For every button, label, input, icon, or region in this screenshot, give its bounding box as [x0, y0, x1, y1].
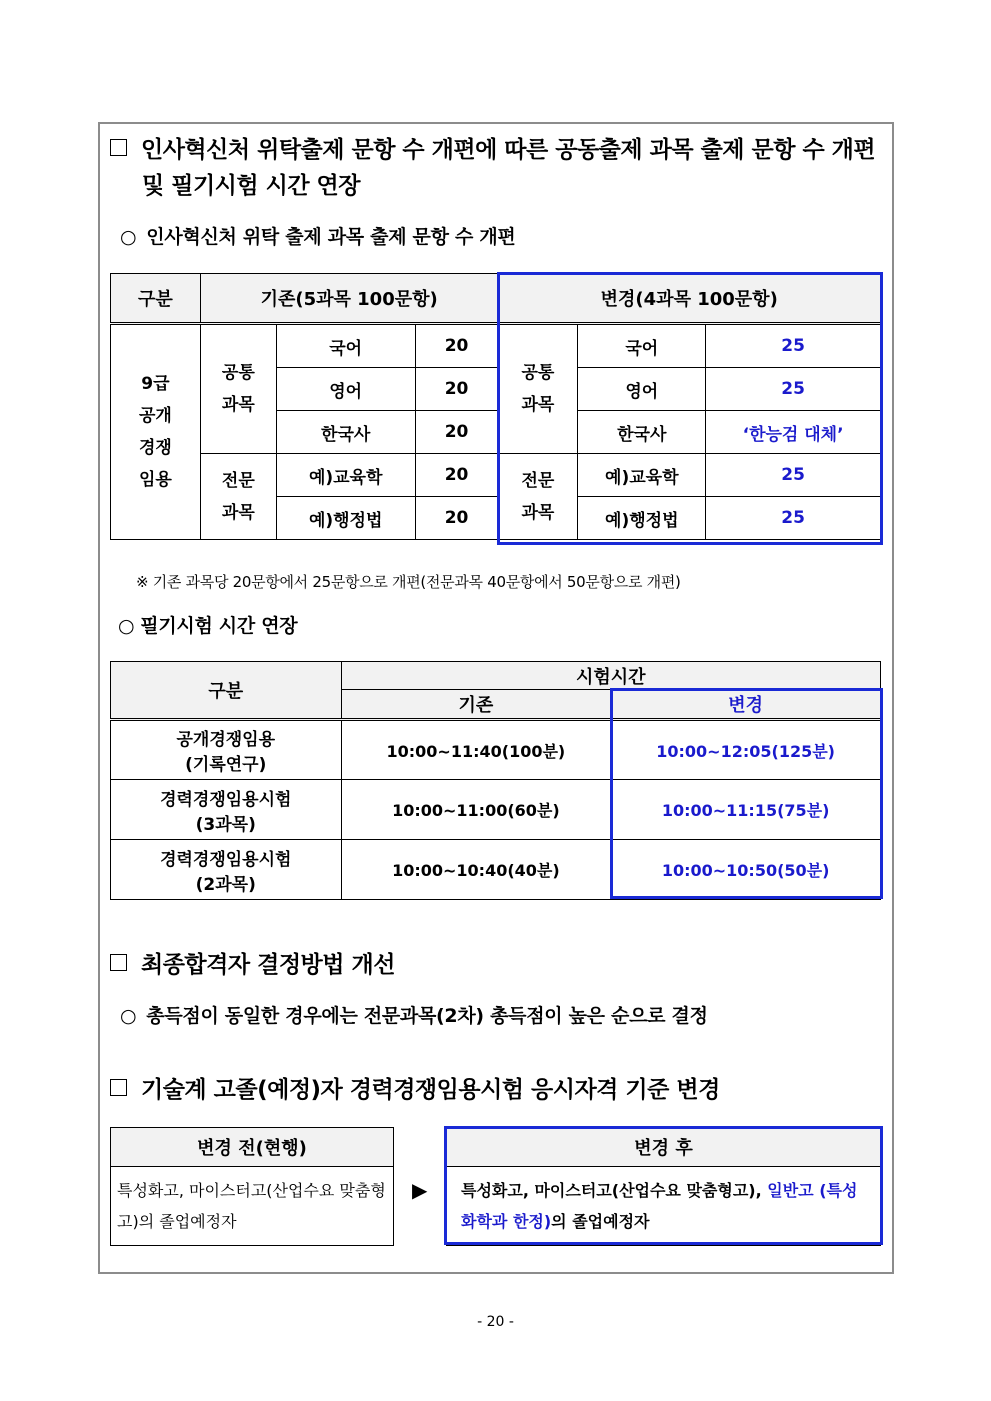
t2-before: 10:00~10:40(40분)	[341, 840, 611, 900]
circle-bullet-icon: ○	[120, 226, 137, 248]
t1-after-value: 25	[706, 324, 881, 368]
t2-before: 10:00~11:00(60분)	[341, 780, 611, 840]
t1-after-value: 25	[706, 454, 881, 497]
after-highlight-box	[444, 1126, 883, 1245]
after-title: 변경 후	[447, 1128, 881, 1167]
t1-before-value: 20	[415, 368, 498, 411]
t2-after: 10:00~12:05(125분)	[611, 720, 881, 780]
t1-subject-after: 예)교육학	[578, 454, 706, 497]
checkbox-square-icon	[110, 954, 127, 971]
t1-subject-after: 예)행정법	[578, 497, 706, 540]
t2-category	[111, 720, 342, 780]
t2-header-category: 구분	[111, 662, 342, 720]
arrow-right-icon: ▶	[412, 1178, 428, 1202]
t1-highlight-box	[497, 272, 883, 545]
section3-heading	[110, 1073, 720, 1107]
t1-common-after: 공통 과목	[498, 324, 578, 454]
section2-heading-text: 최종합격자 결정방법 개선	[141, 952, 395, 978]
section1-sub2	[118, 611, 297, 638]
section1-heading-line1: 인사혁신처 위탁출제 문항 수 개편에 따른 공동출제 과목 출제 문항 수 개편	[141, 137, 876, 163]
t1-subject: 예)행정법	[276, 497, 415, 540]
section2-sub	[120, 1001, 708, 1028]
t1-major-before: 전문 과목	[200, 454, 276, 540]
t2-header-after: 변경	[611, 690, 881, 720]
t2-before: 10:00~11:40(100분)	[341, 720, 611, 780]
t1-after-value: 25	[706, 368, 881, 411]
t2-category-line1: 경력경쟁임용시험	[160, 849, 292, 870]
t1-before-value: 20	[415, 454, 498, 497]
t1-row-group: 9급 공개 경쟁 임용	[111, 324, 201, 540]
t2-category	[111, 780, 342, 840]
checkbox-square-icon	[110, 1079, 127, 1096]
section2-heading	[110, 948, 395, 982]
before-title: 변경 전(현행)	[111, 1128, 394, 1167]
before-text: 특성화고, 마이스터고(산업수요 맞춤형고)의 졸업예정자	[111, 1167, 394, 1246]
section2-sub-text: 총득점이 동일한 경우에는 전문과목(2차) 총득점이 높은 순으로 결정	[146, 1005, 708, 1027]
t1-after-value: 25	[706, 497, 881, 540]
after-text-part2: 의 졸업예정자	[551, 1212, 650, 1231]
after-text-part1: 특성화고, 마이스터고(산업수요 맞춤형고),	[461, 1181, 768, 1200]
t2-after: 10:00~11:15(75분)	[611, 780, 881, 840]
circle-bullet-icon: ○	[118, 615, 135, 637]
t2-category-line2: (기록연구)	[185, 755, 267, 775]
t2-header-before: 기존	[341, 690, 611, 720]
t1-subject-after: 한국사	[578, 411, 706, 454]
t2-header-time: 시험시간	[341, 662, 880, 690]
t1-subject: 한국사	[276, 411, 415, 454]
t1-subject: 예)교육학	[276, 454, 415, 497]
t1-subject: 국어	[276, 324, 415, 368]
t1-header-after: 변경(4과목 100문항)	[498, 274, 881, 324]
after-text-highlight: 일반고 (특성화학과 한정)	[461, 1181, 858, 1231]
t1-header-before: 기존(5과목 100문항)	[200, 274, 498, 324]
t2-category-line2: (3과목)	[195, 814, 256, 835]
t1-header-category: 구분	[111, 274, 201, 324]
t2-category-line2: (2과목)	[195, 874, 256, 895]
checkbox-square-icon	[110, 139, 127, 156]
page-number: - 20 -	[477, 1314, 514, 1330]
t2-category-line1: 공개경쟁임용	[176, 730, 276, 750]
t1-after-value: ‘한능검 대체’	[706, 411, 881, 454]
t1-subject: 영어	[276, 368, 415, 411]
section3-heading-text: 기술계 고졸(예정)자 경력경쟁임용시험 응시자격 기준 변경	[141, 1077, 720, 1103]
t2-category-line1: 경력경쟁임용시험	[160, 789, 292, 810]
section1-note: ※ 기존 과목당 20문항에서 25문항으로 개편(전문과목 40문항에서 50문항으로 개편)	[136, 573, 681, 591]
t2-category	[111, 840, 342, 900]
t1-before-value: 20	[415, 497, 498, 540]
t2-highlight-box	[610, 688, 883, 899]
section1-heading-line2: 및 필기시험 시간 연장	[142, 173, 360, 199]
before-change-table	[110, 1127, 394, 1246]
t1-before-value: 20	[415, 411, 498, 454]
section1-sub2-text: 필기시험 시간 연장	[140, 615, 298, 637]
section1-sub1	[120, 222, 515, 249]
t1-common-before: 공통 과목	[200, 324, 276, 454]
section1-heading	[110, 133, 890, 167]
t1-major-after: 전문 과목	[498, 454, 578, 540]
section1-sub1-text: 인사혁신처 위탁 출제 과목 출제 문항 수 개편	[146, 226, 516, 248]
t1-subject-after: 영어	[578, 368, 706, 411]
t1-before-value: 20	[415, 324, 498, 368]
t2-after: 10:00~10:50(50분)	[611, 840, 881, 900]
t1-subject-after: 국어	[578, 324, 706, 368]
circle-bullet-icon: ○	[120, 1005, 137, 1027]
